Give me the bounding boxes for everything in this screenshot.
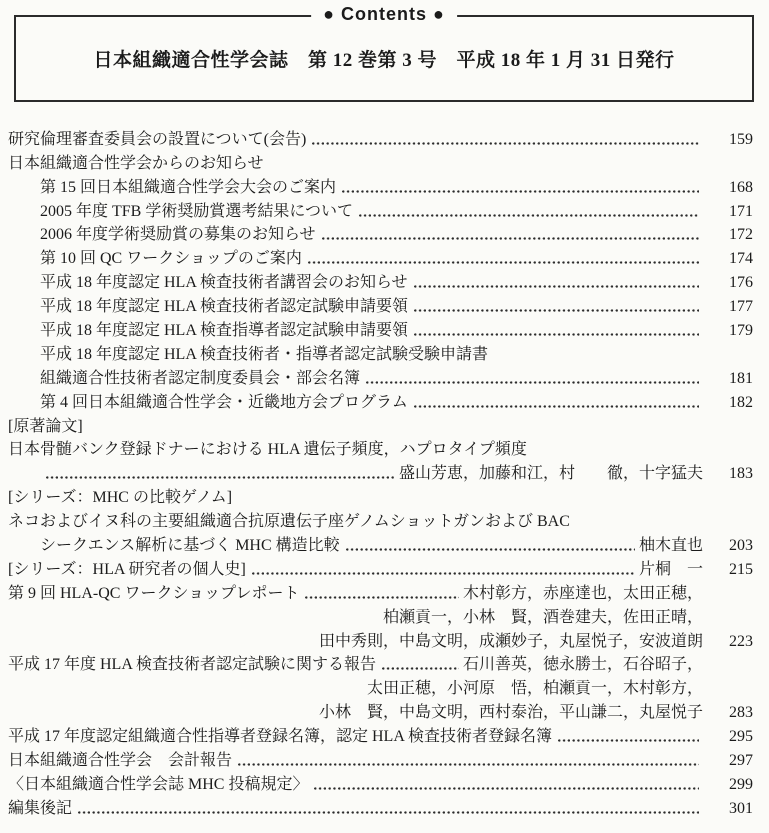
leader-spacer	[494, 357, 699, 360]
toc-item-page: 283	[729, 704, 753, 722]
dot-leader	[342, 190, 699, 193]
toc-row	[8, 460, 753, 484]
leader-spacer	[14, 620, 379, 623]
toc-item-title: 平成 17 年度認定組織適合性指導者登録名簿，認定 HLA 検査技術者登録名簿	[8, 728, 553, 746]
toc-item-page: 203	[729, 537, 753, 555]
toc-row	[8, 222, 753, 246]
toc-item-authors: 田中秀則，中島文明，成瀬妙子，丸屋悦子，安波道朗	[318, 632, 703, 650]
toc-item-page: 168	[729, 178, 753, 196]
toc-row	[8, 652, 753, 676]
dot-leader	[252, 572, 635, 575]
toc-item-title: ネコおよびイヌ科の主要組織適合抗原遺伝子座ゲノムショットガンおよび BAC	[8, 513, 570, 531]
toc-item-page: 215	[729, 560, 753, 578]
journal-title: 日本組織適合性学会誌 第 12 巻第 3 号 平成 18 年 1 月 31 日発行	[93, 50, 675, 71]
toc-item-title: 編集後記	[8, 799, 73, 817]
toc-item-authors: 太田正穂，小河原 悟，柏瀬貢一，木村彰方，	[366, 680, 703, 698]
leader-spacer	[14, 715, 315, 718]
toc-item-page: 181	[729, 369, 753, 387]
dot-leader	[346, 548, 635, 551]
dot-leader	[46, 476, 395, 479]
leader-spacer	[533, 452, 699, 455]
toc-row	[8, 437, 753, 461]
toc-item-authors: 木村彰方，赤座達也，太田正穂，	[462, 584, 703, 602]
toc-item-authors: 盛山芳恵，加藤和江，村 徹，十字猛夫	[398, 465, 703, 483]
toc-row	[8, 198, 753, 222]
toc-item-title: 平成 18 年度認定 HLA 検査技術者認定試験申請要領	[40, 298, 409, 316]
toc-item-title: [原著論文]	[8, 417, 83, 435]
toc-item-title: 平成 18 年度認定 HLA 検査指導者認定試験申請要領	[40, 322, 409, 340]
toc-row	[8, 413, 753, 437]
toc-row	[8, 150, 753, 174]
dot-leader	[314, 787, 699, 790]
toc-item-page: 301	[729, 799, 753, 817]
leader-spacer	[238, 500, 699, 503]
toc-row	[8, 795, 753, 819]
toc-item-page: 177	[729, 298, 753, 316]
toc-item-page: 171	[729, 202, 753, 220]
toc-item-page: 179	[729, 322, 753, 340]
toc-item-title: 第 4 回日本組織適合性学会・近畿地方会プログラム	[40, 393, 408, 411]
toc-row	[8, 532, 753, 556]
toc-item-authors: 片桐 一	[638, 560, 703, 578]
toc-item-title: [シリーズ：MHC の比較ゲノム]	[8, 489, 233, 507]
toc-item-page: 299	[729, 775, 753, 793]
toc-row	[8, 771, 753, 795]
toc-row	[8, 245, 753, 269]
toc-item-title: 第 9 回 HLA-QC ワークショップレポート	[8, 584, 300, 602]
dot-leader	[558, 739, 699, 742]
dot-leader	[238, 763, 699, 766]
toc-item-title: 2006 年度学術奨励賞の募集のお知らせ	[40, 226, 316, 244]
toc-row	[8, 293, 753, 317]
toc-list	[0, 126, 769, 819]
toc-item-page: 297	[729, 752, 753, 770]
toc-item-title: [シリーズ：HLA 研究者の個人史]	[8, 560, 246, 578]
dot-leader	[305, 596, 459, 599]
toc-item-title: 組織適合性技術者認定制度委員会・部会名簿	[40, 369, 361, 387]
dot-leader	[382, 667, 459, 670]
toc-row	[8, 675, 753, 699]
toc-row	[8, 747, 753, 771]
dot-leader	[366, 381, 699, 384]
contents-header: ● Contents ●	[311, 4, 457, 25]
toc-item-page: 172	[729, 226, 753, 244]
toc-item-page: 295	[729, 728, 753, 746]
toc-item-page: 174	[729, 250, 753, 268]
header-box	[14, 4, 754, 102]
toc-item-title: 日本組織適合性学会からのお知らせ	[8, 154, 264, 172]
toc-item-title: 平成 17 年度 HLA 検査技術者認定試験に関する報告	[8, 656, 377, 674]
dot-leader	[78, 811, 699, 814]
toc-row	[8, 556, 753, 580]
toc-item-title: シークエンス解析に基づく MHC 構造比較	[40, 537, 340, 555]
toc-item-authors: 柚木直也	[638, 537, 703, 555]
toc-row	[8, 604, 753, 628]
toc-row	[8, 389, 753, 413]
toc-item-authors: 石川善英，徳永勝士，石谷昭子，	[462, 656, 703, 674]
toc-item-title: 平成 18 年度認定 HLA 検査技術者講習会のお知らせ	[40, 274, 408, 292]
toc-row	[8, 508, 753, 532]
toc-row	[8, 484, 753, 508]
toc-item-page: 159	[729, 130, 753, 148]
toc-row	[8, 365, 753, 389]
dot-leader	[312, 142, 699, 145]
toc-item-title: 日本組織適合性学会 会計報告	[8, 752, 233, 770]
dot-leader	[322, 237, 699, 240]
leader-spacer	[14, 644, 315, 647]
toc-row	[8, 126, 753, 150]
toc-item-title: 第 10 回 QC ワークショップのご案内	[40, 250, 302, 268]
toc-item-page: 223	[729, 632, 753, 650]
toc-item-title: 研究倫理審査委員会の設置について(会告)	[8, 130, 307, 148]
toc-row	[8, 699, 753, 723]
dot-leader	[414, 285, 699, 288]
toc-item-page: 182	[729, 393, 753, 411]
dot-leader	[308, 261, 699, 264]
toc-row	[8, 580, 753, 604]
toc-item-title: 第 15 回日本組織適合性学会大会のご案内	[40, 178, 337, 196]
leader-spacer	[14, 691, 363, 694]
toc-row	[8, 341, 753, 365]
leader-spacer	[270, 166, 699, 169]
toc-item-title: 平成 18 年度認定 HLA 検査技術者・指導者認定試験受験申請書	[40, 345, 489, 363]
dot-leader	[359, 214, 699, 217]
toc-item-title: 日本骨髄バンク登録ドナーにおける HLA 遺伝子頻度，ハプロタイプ頻度	[8, 441, 527, 459]
toc-row	[8, 269, 753, 293]
leader-spacer	[89, 429, 699, 432]
toc-item-page: 176	[729, 274, 753, 292]
toc-row	[8, 174, 753, 198]
toc-row	[8, 317, 753, 341]
dot-leader	[414, 333, 699, 336]
toc-row	[8, 628, 753, 652]
dot-leader	[414, 405, 699, 408]
toc-item-title: 2005 年度 TFB 学術奨励賞選考結果について	[40, 202, 354, 220]
toc-row	[8, 723, 753, 747]
toc-item-authors: 小林 賢，中島文明，西村泰治，平山謙二，丸屋悦子	[318, 704, 703, 722]
toc-item-page: 183	[729, 465, 753, 483]
toc-item-authors: 柏瀬貢一，小林 賢，酒巻建夫，佐田正晴，	[382, 608, 703, 626]
dot-leader	[414, 309, 699, 312]
toc-item-title: 〈日本組織適合性学会誌 MHC 投稿規定〉	[8, 775, 309, 793]
leader-spacer	[576, 524, 699, 527]
